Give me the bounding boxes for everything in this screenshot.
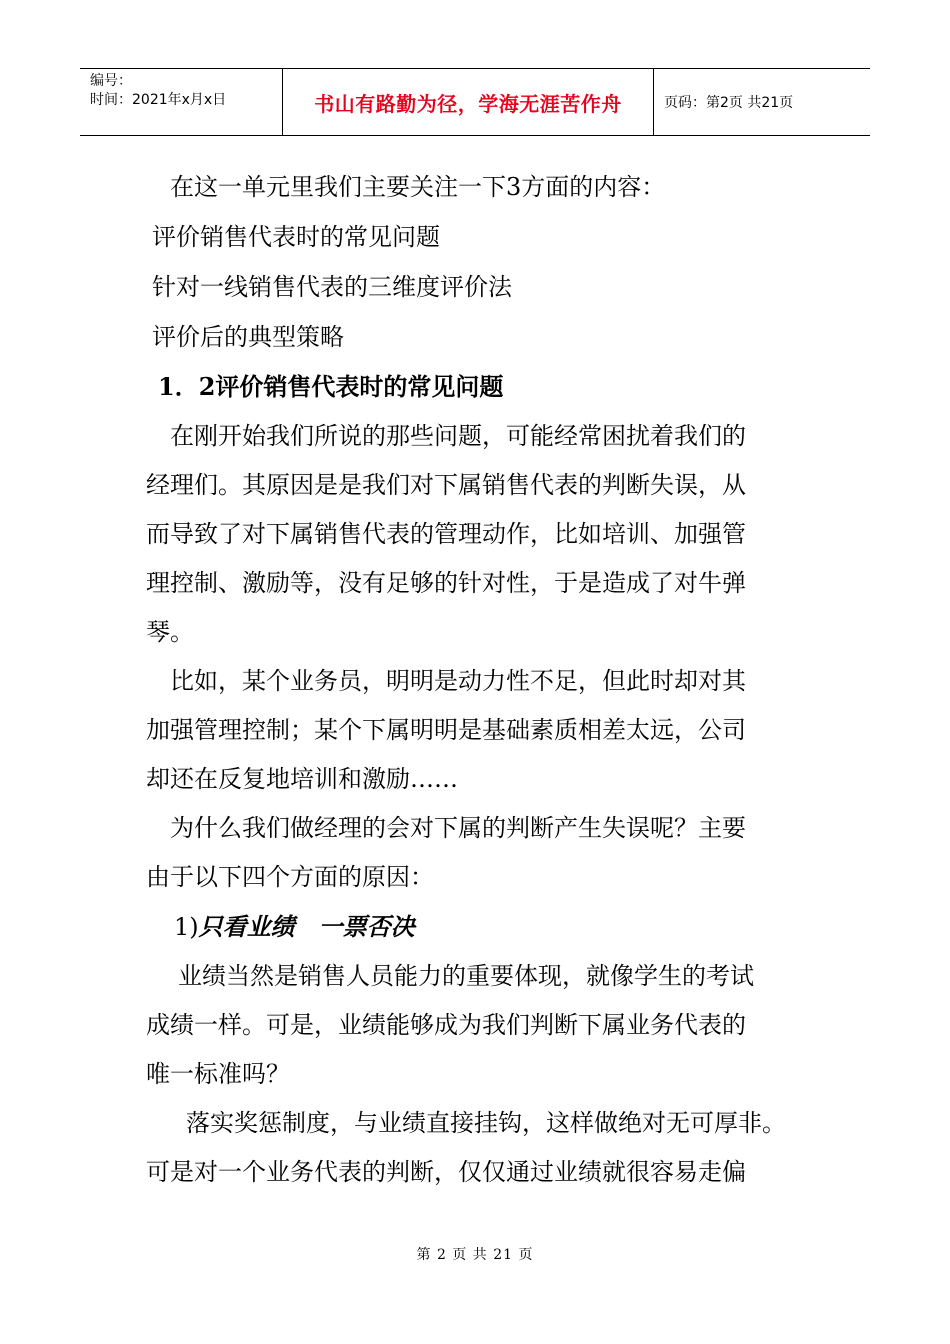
- list-item: 评价后的典型策略: [152, 323, 344, 351]
- subheading: [146, 902, 812, 952]
- page-info: 页码：第2页 共21页: [664, 95, 794, 111]
- subheading-title: 只看业绩 一票否决: [198, 912, 415, 941]
- document-header: [80, 68, 870, 136]
- paragraph-line: 琴。: [146, 618, 194, 646]
- paragraph-line: 业绩当然是销售人员能力的重要体现，就像学生的考试: [178, 962, 754, 990]
- header-page-cell: [654, 69, 870, 135]
- paragraph-line: 由于以下四个方面的原因：: [146, 863, 434, 891]
- document-body: [146, 162, 812, 1197]
- header-motto-cell: [282, 69, 654, 135]
- time-label: 时间：2021年x月x日: [90, 92, 227, 108]
- paragraph-2: [146, 657, 812, 804]
- paragraph-line: 唯一标准吗？: [146, 1060, 290, 1088]
- section-heading: 1．2评价销售代表时的常见问题: [158, 372, 504, 401]
- list-item: 评价销售代表时的常见问题: [152, 223, 440, 251]
- paragraph-line: 却还在反复地培训和激励……: [146, 765, 458, 793]
- intro-line: 在这一单元里我们主要关注一下3方面的内容：: [170, 173, 666, 201]
- page-footer: 第 2 页 共 21 页: [416, 1247, 534, 1263]
- paragraph-4: [146, 952, 812, 1099]
- paragraph-line: 比如，某个业务员，明明是动力性不足，但此时却对其: [170, 667, 746, 695]
- paragraph-1: [146, 412, 812, 657]
- paragraph-line: 成绩一样。可是，业绩能够成为我们判断下属业务代表的: [146, 1011, 746, 1039]
- paragraph-line: 可是对一个业务代表的判断，仅仅通过业绩就很容易走偏: [146, 1158, 746, 1186]
- paragraph-3: [146, 804, 812, 902]
- subheading-number: 1): [174, 913, 199, 941]
- paragraph-line: 为什么我们做经理的会对下属的判断产生失误呢？主要: [170, 814, 746, 842]
- paragraph-5: [146, 1099, 812, 1197]
- number-label: 编号：: [90, 73, 132, 89]
- paragraph-line: 而导致了对下属销售代表的管理动作，比如培训、加强管: [146, 520, 746, 548]
- paragraph-line: 落实奖惩制度，与业绩直接挂钩，这样做绝对无可厚非。: [186, 1109, 786, 1137]
- list-item: 针对一线销售代表的三维度评价法: [152, 273, 512, 301]
- paragraph-line: 经理们。其原因是是我们对下属销售代表的判断失误，从: [146, 471, 746, 499]
- header-meta: [80, 69, 282, 135]
- motto-text: 书山有路勤为径，学海无涯苦作舟: [314, 91, 622, 116]
- paragraph-line: 加强管理控制；某个下属明明是基础素质相差太远，公司: [146, 716, 746, 744]
- paragraph-line: 理控制、激励等，没有足够的针对性，于是造成了对牛弹: [146, 569, 746, 597]
- paragraph-line: 在刚开始我们所说的那些问题，可能经常困扰着我们的: [170, 422, 746, 450]
